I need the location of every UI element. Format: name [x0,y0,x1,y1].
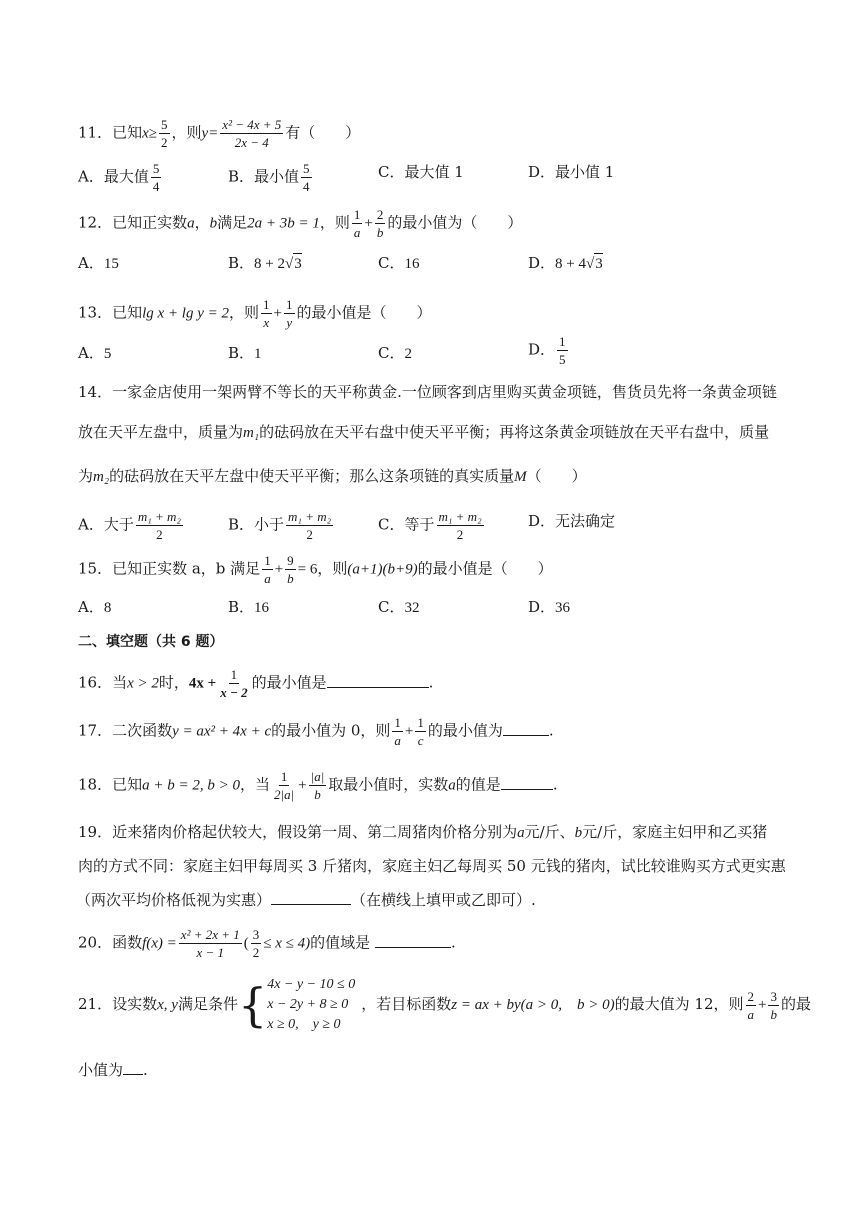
option-text: 8 [103,600,112,616]
option-b [228,510,335,541]
frac-den: b [770,1006,777,1022]
option-label: A． [78,167,104,186]
math-op: + [273,305,282,322]
stem-text: 为 [78,467,94,485]
frac-den: 2x − 4 [234,135,269,150]
math-op: + [364,215,373,232]
question-11-stem [78,118,360,149]
math-var: a [517,825,525,841]
fraction [262,554,273,585]
option-label: C． [378,163,405,181]
stem-text: 的砝码放在天平左盘中使天平平衡；那么这条项链的真实质量 [109,467,515,485]
fraction [746,990,757,1021]
frac-num: x² + 2x + 1 [180,927,240,942]
stem-text: ，则 [317,559,348,578]
stem-text: 的最 [780,995,811,1013]
frac-num: m₁ + m₂ [288,509,332,524]
frac-num: 2 [376,207,384,222]
frac-num: 1 [353,207,361,222]
frac-den: x − 1 [196,945,225,960]
fraction [415,716,426,747]
stem-text: . [143,1061,148,1079]
stem-text: ，当 [239,775,270,794]
frac-num: 5 [152,161,160,176]
radicand: 3 [293,253,302,274]
math-var: a [187,215,195,232]
answer-blank[interactable] [501,775,553,790]
frac-num: 1 [280,769,288,784]
answer-blank[interactable] [123,1060,143,1075]
frac-den: b [287,571,294,586]
math-var: m₂ [93,469,110,485]
frac-num: 1 [559,334,566,349]
fraction [251,928,262,959]
frac-num: 2 [747,988,755,1004]
frac-num: 9 [287,553,294,568]
question-number: 13． [78,303,113,322]
frac-num: 1 [230,667,238,682]
math-var: a [448,777,456,794]
question-13-stem [78,298,432,329]
math-op: + [758,997,767,1013]
option-label: D． [528,254,556,272]
fraction [768,990,779,1021]
option-d [528,511,615,531]
answer-blank[interactable] [271,890,351,905]
brace: { [237,978,268,1032]
frac-den: b [314,787,321,802]
fraction [557,335,568,366]
frac-den: 2 [156,527,163,542]
frac-num: m₁ + m₂ [438,509,482,524]
question-number: 16． [78,673,113,692]
option-text: 5 [103,346,112,362]
math-expr: = 6 [297,561,318,578]
question-21 [78,972,811,1037]
stem-text: （ ） [526,467,587,485]
option-text: 最小值 [254,167,300,186]
stem-text: 当 [112,673,128,692]
stem-text: 函数 [112,933,143,952]
stem-text: . [552,775,558,794]
option-text: 16 [404,256,420,272]
stem-text: 的最小值为（ ） [387,213,523,232]
fraction [437,510,484,541]
option-label: D． [528,512,556,530]
frac-num: 1 [263,297,270,312]
stem-text: 放在天平左盘中，质量为 [78,423,244,441]
constraint: 4x − y − 10 ≤ 0 [267,977,356,992]
math-op: + [274,561,284,578]
question-number: 14． [78,383,113,401]
option-label: B． [228,515,255,534]
question-18 [78,770,558,801]
option-text: 2 [404,346,412,362]
option-c [378,343,412,364]
math-condition: x≥ [142,125,157,142]
option-label: C． [378,515,405,534]
stem-text: ，若目标函数 [361,995,452,1013]
stem-text: 已知正实数 [112,213,188,232]
option-label: D． [528,598,556,616]
frac-num: |a| [310,769,325,784]
frac-den: 4 [303,179,310,194]
frac-den: a [747,1006,755,1022]
fraction [284,298,295,329]
math-op: + [298,777,307,794]
stem-text: . [548,721,554,740]
stem-text: 的值域是 [310,933,371,952]
option-c [378,253,419,274]
stem-text: （两次平均价格低视为实惠） [76,891,272,909]
option-text: 16 [254,600,270,616]
frac-num: 1 [286,297,293,312]
option-d [528,597,570,618]
frac-den: 2 [306,527,313,542]
frac-num: m₁ + m₂ [137,509,181,524]
answer-blank[interactable] [375,933,451,948]
fraction [392,716,403,747]
math-op: ( [243,935,249,952]
fraction [301,162,312,193]
math-condition: ≤ x ≤ 4) [263,935,311,952]
fraction [159,118,170,149]
stem-text: 时， [158,673,189,692]
option-b [228,162,314,193]
option-text: 无法确定 [555,512,616,530]
option-c [378,597,419,618]
option-label: C． [378,344,405,362]
question-17 [78,716,554,747]
frac-den: b [376,225,384,240]
option-label: C． [378,254,405,272]
option-a [78,162,163,193]
fraction [261,298,272,329]
frac-num: x² − 4x + 5 [222,117,282,132]
option-d [528,162,614,182]
stem-text: 一家金店使用一架两臂不等长的天平称黄金.一位顾客到店里购买黄金项链，售货员先将一条黄金项链 [112,383,777,401]
option-a [78,343,111,364]
math-expr: y = ax² + 4x + c [172,723,272,740]
fraction [286,510,333,541]
frac-num: 1 [417,715,424,730]
frac-num: 5 [161,117,168,132]
fraction [151,162,162,193]
frac-den: c [417,733,424,748]
frac-den: 2 [252,945,260,960]
option-b [228,343,262,364]
stem-text: 满足条件 [177,995,238,1013]
stem-text: 元/斤，家庭主妇甲和乙买猪 [582,823,768,841]
question-number: 19． [78,823,113,841]
question-14-line-1 [78,382,777,402]
stem-text: （在横线上填甲或乙即可）. [351,891,536,909]
option-label: A． [78,344,104,362]
option-c [378,162,464,182]
math-op: + [404,723,414,740]
frac-den: 2|a| [274,787,295,802]
stem-text: 肉的方式不同：家庭主妇甲每周买 3 斤猪肉，家庭主妇乙每周买 50 元钱的猪肉，试比较谁购买方式更实惠 [78,857,786,875]
option-b [228,597,269,618]
stem-text: 小值为 [78,1061,124,1079]
constraint: x − 2y + 8 ≥ 0 [267,997,349,1012]
option-text: 最小值 1 [555,163,615,181]
frac-den: 2 [456,527,464,542]
question-19-line-3 [76,890,536,910]
option-label: B． [228,254,255,272]
radicand: 3 [594,253,603,274]
stem-text: 的最大值为 12，则 [614,995,744,1013]
answer-blank[interactable] [327,673,429,688]
stem-text: . [428,673,434,692]
frac-den: a [353,225,361,240]
stem-text: 的最小值是（ ） [417,559,553,578]
fraction [352,208,363,239]
frac-den: 4 [152,179,160,194]
frac-den: x [263,315,270,330]
constraint-system [267,975,355,1035]
math-var: b [574,825,583,841]
option-a [78,510,185,541]
fraction [218,668,249,699]
frac-num: 3 [252,927,260,942]
stem-text: . [450,933,456,952]
fraction [375,208,386,239]
option-text: 15 [103,256,119,272]
math-expr: y= [201,125,219,142]
math-expr: f(x) = [142,935,177,952]
math-expr: lg x + lg y = 2 [142,305,230,322]
option-label: A． [78,598,104,616]
question-number: 21． [78,995,113,1013]
frac-den: a [394,733,401,748]
math-expr: (a+1)(b+9) [347,561,418,578]
option-text: 32 [404,600,420,616]
question-20 [78,928,456,959]
option-text: 1 [254,346,262,362]
option-b [228,253,302,274]
stem-text: 的值是 [455,775,501,794]
question-number: 20． [78,933,113,952]
frac-num: 5 [303,161,310,176]
sqrt-sign: √ [285,256,294,272]
option-d [528,253,603,274]
option-text: 最大值 1 [404,163,464,181]
math-condition: a + b = 2, b > 0 [142,777,240,794]
stem-text: 已知正实数 a，b 满足 [112,559,261,578]
question-14-line-2 [78,422,769,443]
stem-text: 已知 [112,775,143,794]
frac-num: 3 [770,988,777,1004]
question-14-line-3 [78,466,587,487]
stem-text: ，则 [171,123,202,142]
stem-text: ，则 [319,213,350,232]
question-19-line-1 [78,822,767,843]
frac-den: 2 [161,135,168,150]
frac-den: 5 [559,352,566,367]
option-label: B． [228,598,255,616]
stem-text: 有（ ） [285,123,361,142]
stem-text: ，则 [229,303,260,322]
math-expr: 2a + 3b = 1 [247,215,320,232]
constraint: x ≥ 0, y ≥ 0 [267,1017,341,1032]
sqrt-sign: √ [586,256,595,272]
math-var: x, y [157,997,178,1013]
stem-text: 的最小值是 [251,673,327,692]
option-label: A． [78,515,104,534]
frac-den: x − 2 [220,685,248,700]
stem-text: 二次函数 [112,721,173,740]
option-label: C． [378,598,405,616]
math-condition: x > 2 [127,675,159,692]
question-number: 17． [78,721,113,740]
question-number: 15． [78,559,113,578]
fraction [309,770,327,801]
option-c [378,510,486,541]
stem-text: 的最小值为 0，则 [271,721,391,740]
math-expr: z = ax + by(a > 0, b > 0) [451,997,615,1013]
stem-text: 已知 [112,123,143,142]
option-d [528,335,570,366]
frac-den: a [264,571,271,586]
option-label: D． [528,163,556,181]
frac-num: 1 [394,715,401,730]
option-text: 大于 [103,515,134,534]
question-21-line-2 [78,1060,148,1080]
question-16 [78,668,433,699]
question-12-stem: 12．已知正实数a，b满足2a + 3b = 1，则 $\frac{1}{a}$ + $\frac{2}{b}$ 的最小值为（ ） [78,207,523,240]
question-15-stem [78,554,553,585]
option-a [78,597,111,618]
fraction [220,118,283,149]
option-a [78,253,119,274]
stem-text: 的最小值为 [427,721,503,740]
question-number: 12． [78,213,113,232]
fraction [179,928,242,959]
section-title: 二、填空题（共 6 题） [78,634,224,650]
frac-num: 1 [264,553,271,568]
stem-text: 近来猪肉价格起伏较大，假设第一周、第二周猪肉价格分别为 [112,823,518,841]
option-text: 8 + 4 [555,256,586,272]
option-text: 最大值 [103,167,149,186]
stem-text: 元/斤、 [524,823,575,841]
math-expr: 4x + [188,675,217,692]
stem-text: 已知 [112,303,143,322]
question-number: 18． [78,775,113,794]
math-var: b [209,215,218,232]
frac-den: y [286,315,293,330]
option-label: B． [228,344,255,362]
stem-text: 取最小值时，实数 [328,775,449,794]
fraction [272,770,296,801]
fraction [136,510,183,541]
math-var: m₁ [243,425,260,441]
option-text: 36 [555,600,571,616]
option-text: 等于 [404,515,435,534]
answer-blank[interactable] [503,721,549,736]
option-text: 小于 [254,515,285,534]
question-number: 11． [78,123,113,142]
math-var: M [514,469,527,485]
stem-text: 设实数 [112,995,158,1013]
stem-text: 的最小值是（ ） [296,303,432,322]
stem-text: 的砝码放在天平右盘中使天平平衡；再将这条黄金项链放在天平右盘中，质量 [259,423,770,441]
option-label: D． [528,340,556,359]
option-label: B． [228,167,255,186]
option-label: A． [78,254,104,272]
question-19-line-2 [78,856,786,876]
option-text: 8 + 2 [254,256,285,272]
stem-text: 满足 [217,213,248,232]
fraction [285,554,296,585]
